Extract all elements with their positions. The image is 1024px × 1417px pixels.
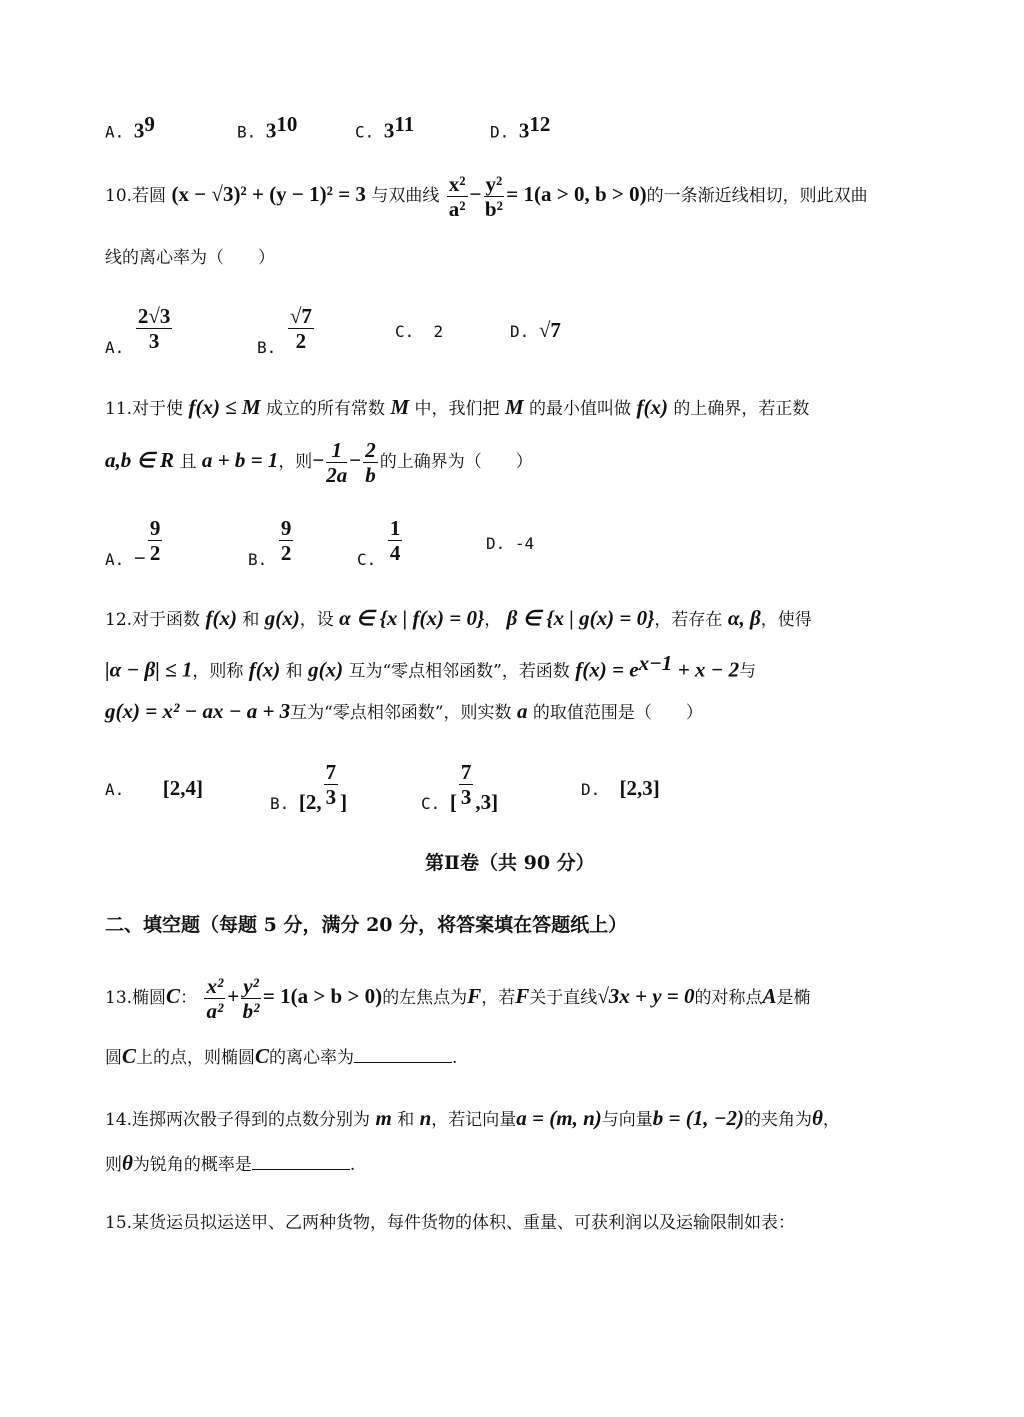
fill-in-heading: 二、填空题（每题 5 分，满分 20 分，将答案填在答题纸上） (105, 914, 628, 936)
math-variable: C (166, 984, 181, 1009)
math-exponent: x−1 (638, 651, 673, 675)
text: ， (484, 610, 502, 630)
q11-option-a (105, 516, 164, 571)
option-label: D. (581, 780, 601, 799)
math-variable: A (762, 984, 777, 1009)
numerator: 7 (325, 760, 337, 784)
option-label: C. (395, 322, 415, 341)
option-fraction (324, 760, 339, 809)
math-variable: θ (811, 1106, 823, 1130)
text: . (349, 1155, 356, 1175)
plus-sign: + (227, 984, 240, 1009)
option-exponent: 10 (276, 112, 298, 136)
text: 的左焦点为 (382, 988, 468, 1009)
math-variable: m (375, 1106, 392, 1130)
fraction-y2-b2 (484, 172, 505, 221)
text: 关于直线 (529, 988, 598, 1009)
math-variable: a (516, 699, 528, 723)
option-fraction (148, 516, 163, 565)
denominator: 2a (326, 463, 348, 488)
math-variable: F (515, 984, 530, 1009)
option-fraction (288, 304, 314, 353)
option-value: [2,4] (162, 776, 204, 800)
text: 连掷两次骰子得到的点数分别为 (132, 1110, 371, 1130)
option-bracket: [ (449, 790, 457, 815)
numerator: y² (485, 172, 503, 196)
text: ，若记向量 (431, 1110, 517, 1130)
question-number: 12. (105, 610, 133, 630)
text: 且 (179, 452, 197, 473)
text: ，则称 (192, 661, 244, 682)
text: 与向量 (601, 1110, 653, 1130)
text: 椭圆 (132, 988, 167, 1009)
minus-sign: − (469, 182, 482, 207)
option-label: D. (490, 122, 510, 142)
option-label: D. (510, 322, 530, 341)
q10-line-2 (105, 243, 275, 268)
math-variable: C (255, 1044, 270, 1068)
q15-line (105, 1208, 795, 1233)
q12-option-a (105, 776, 203, 801)
math-variable: θ (122, 1151, 133, 1175)
math-variable: F (467, 984, 482, 1009)
line-equation: √3x + y = 0 (597, 984, 695, 1009)
q14-line-1 (105, 1105, 840, 1131)
option-value: 2 (433, 322, 444, 341)
q11-option-b (248, 516, 295, 570)
denominator: 2 (280, 541, 292, 566)
numerator: y² (243, 974, 259, 998)
vector-a: a = (m, n) (516, 1106, 602, 1130)
numerator: 7 (460, 760, 472, 784)
text: 则 (105, 1155, 122, 1175)
option-label: B. (237, 122, 257, 142)
section-2-title: 第Ⅱ卷（共 90 分） (425, 852, 595, 874)
denominator: 3 (325, 785, 337, 810)
option-label: C. (355, 122, 375, 142)
numerator: x² (206, 974, 224, 998)
math-set: β ∈ {x | g(x) = 0} (506, 606, 655, 630)
option-bracket: ] (340, 790, 348, 815)
numerator: 2√3 (137, 304, 171, 328)
option-label: B. (270, 794, 290, 814)
text: 的一条渐近线相切，则此双曲 (646, 186, 868, 207)
answer-blank[interactable] (252, 1153, 350, 1170)
fraction-x2-a2 (447, 172, 468, 221)
q14-line-2 (105, 1150, 355, 1176)
math-function: g(x) (308, 657, 344, 682)
option-value: 3 (518, 118, 530, 143)
q12-option-b (270, 760, 348, 815)
q9-option-d (490, 112, 550, 143)
text: 互为“零点相邻函数”，则实数 (290, 703, 512, 723)
text: 若圆 (132, 186, 167, 207)
q9-option-a (105, 112, 155, 143)
q12-option-c (421, 760, 499, 815)
q10-option-b (257, 304, 316, 358)
q11-line-2 (105, 438, 533, 487)
question-number: 15. (105, 1213, 133, 1233)
minus-sign: − (349, 448, 362, 473)
math-expression: a,b ∈ R (105, 448, 175, 473)
q12-line-2 (105, 651, 756, 683)
text: 的取值范围是（ ） (532, 703, 703, 723)
denominator: 3 (460, 785, 472, 810)
numerator: √7 (289, 304, 312, 328)
denominator: b² (484, 197, 503, 222)
question-number: 11. (105, 399, 133, 419)
denominator: 2 (295, 329, 307, 354)
option-value: [2,3] (619, 776, 660, 800)
denominator: b (365, 463, 376, 488)
denominator: 4 (389, 541, 401, 566)
text: 的上确界，若正数 (673, 399, 810, 419)
option-label: D. (486, 534, 506, 553)
option-exponent: 12 (529, 112, 551, 136)
question-number: 13. (105, 988, 133, 1009)
text: 成立的所有常数 (266, 399, 386, 419)
option-label: C. (421, 794, 441, 814)
text: 圆 (105, 1048, 122, 1068)
text: 线的离心率为（ ） (105, 248, 275, 268)
math-definition: f(x) = e (575, 657, 639, 682)
text: 与 (739, 661, 757, 682)
option-value: 3 (133, 118, 145, 143)
math-variable: C (122, 1044, 137, 1068)
q12-line-3 (105, 698, 703, 724)
denominator: 3 (148, 329, 160, 354)
text: ，设 (299, 610, 334, 630)
q12-option-d (581, 776, 660, 801)
text: ，若 (481, 988, 516, 1009)
q11-option-d (486, 534, 534, 553)
option-value: 3 (265, 118, 277, 143)
option-value: √7 (538, 318, 561, 342)
text: ，使得 (760, 610, 812, 630)
fraction-y2-b2 (241, 974, 261, 1023)
text: ，则 (278, 452, 313, 473)
ellipse-tail: = 1(a > b > 0) (262, 984, 383, 1009)
math-inequality: |α − β| ≤ 1 (105, 657, 193, 682)
math-function: f(x) (248, 657, 281, 682)
option-exponent: 9 (144, 112, 155, 136)
option-value: -4 (514, 534, 535, 553)
denominator: 2 (149, 541, 161, 566)
option-label: C. (357, 550, 377, 570)
option-label: B. (257, 338, 277, 358)
text: ，若存在 (654, 610, 723, 630)
q10-option-d (510, 318, 561, 343)
text: 互为“零点相邻函数”，若函数 (348, 661, 570, 682)
circle-equation: (x − √3)² + (y − 1)² = 3 (171, 182, 366, 207)
text: 的夹角为 (743, 1110, 812, 1130)
option-fraction (136, 304, 173, 353)
math-inequality: f(x) ≤ M (188, 395, 261, 419)
question-number: 14. (105, 1110, 133, 1130)
q12-line-1 (105, 605, 812, 631)
text: 中，我们把 (414, 399, 500, 419)
q10-line-1 (105, 172, 868, 221)
q13-line-2 (105, 1043, 457, 1069)
hyperbola-tail: = 1(a > 0, b > 0) (506, 182, 647, 207)
numerator: 1 (389, 516, 401, 540)
text: 和 (397, 1110, 415, 1130)
option-label: A. (105, 550, 125, 570)
q11-option-c (357, 516, 404, 570)
text: ： (180, 988, 198, 1009)
option-value: 3 (383, 118, 395, 143)
text: 和 (285, 661, 303, 682)
text: 和 (242, 610, 260, 630)
text: . (452, 1048, 458, 1068)
text: 与双曲线 (371, 186, 440, 207)
math-variable: M (390, 395, 410, 419)
numerator: 1 (326, 438, 347, 463)
text: 对于函数 (132, 610, 201, 630)
option-fraction (459, 760, 474, 809)
minus-sign: − (133, 546, 146, 571)
math-function: f(x) (205, 606, 237, 630)
option-exponent: 11 (394, 112, 415, 136)
question-number: 10. (105, 186, 133, 207)
denominator: a² (206, 999, 224, 1024)
option-bracket: [2, (298, 790, 322, 815)
text: 的上确界为（ ） (379, 452, 533, 473)
option-bracket: ,3] (475, 790, 499, 815)
text: 为锐角的概率是 (132, 1155, 252, 1175)
math-set: α ∈ {x | f(x) = 0} (339, 606, 485, 630)
text: 上的点，则椭圆 (136, 1048, 256, 1068)
q13-line-1 (105, 974, 811, 1023)
math-definition: g(x) = x² − ax − a + 3 (105, 699, 291, 723)
math-variable: M (504, 395, 524, 419)
option-label: A. (105, 780, 125, 799)
math-expression: + x − 2 (677, 657, 740, 682)
text: 某货运员拟运送甲、乙两种货物，每件货物的体积、重量、可获利润以及运输限制如表： (132, 1213, 796, 1233)
math-variables: α, β (727, 606, 761, 630)
text: ， (822, 1110, 840, 1130)
q10-option-a (105, 304, 174, 358)
math-function: f(x) (636, 395, 668, 419)
numerator: 9 (280, 516, 292, 540)
text: 的最小值叫做 (529, 399, 632, 419)
numerator: x² (448, 172, 466, 196)
numerator: 2 (365, 438, 376, 462)
q9-option-b (237, 112, 297, 143)
minus-sign: − (312, 448, 325, 473)
math-function: g(x) (264, 606, 300, 630)
text: 的对称点 (694, 988, 763, 1009)
option-fraction (279, 516, 294, 565)
text: 是椭 (776, 988, 811, 1009)
denominator: a² (448, 197, 466, 222)
fraction-2-b (363, 438, 378, 487)
option-fraction (388, 516, 403, 565)
fraction-x2-a2 (204, 974, 225, 1023)
option-label: B. (248, 550, 268, 570)
numerator: 9 (149, 516, 161, 540)
option-label: A. (105, 122, 125, 142)
answer-blank[interactable] (354, 1046, 452, 1063)
q10-option-c (395, 322, 443, 341)
math-expression: a + b = 1 (201, 448, 279, 473)
text: 的离心率为 (269, 1048, 355, 1068)
q9-option-c (355, 112, 414, 143)
fraction-1-2a (326, 438, 347, 487)
denominator: b² (242, 999, 260, 1024)
text: 对于使 (132, 399, 184, 419)
q11-line-1 (105, 394, 809, 420)
vector-b: b = (1, −2) (652, 1106, 744, 1130)
math-variable: n (419, 1106, 432, 1130)
option-label: A. (105, 338, 125, 358)
